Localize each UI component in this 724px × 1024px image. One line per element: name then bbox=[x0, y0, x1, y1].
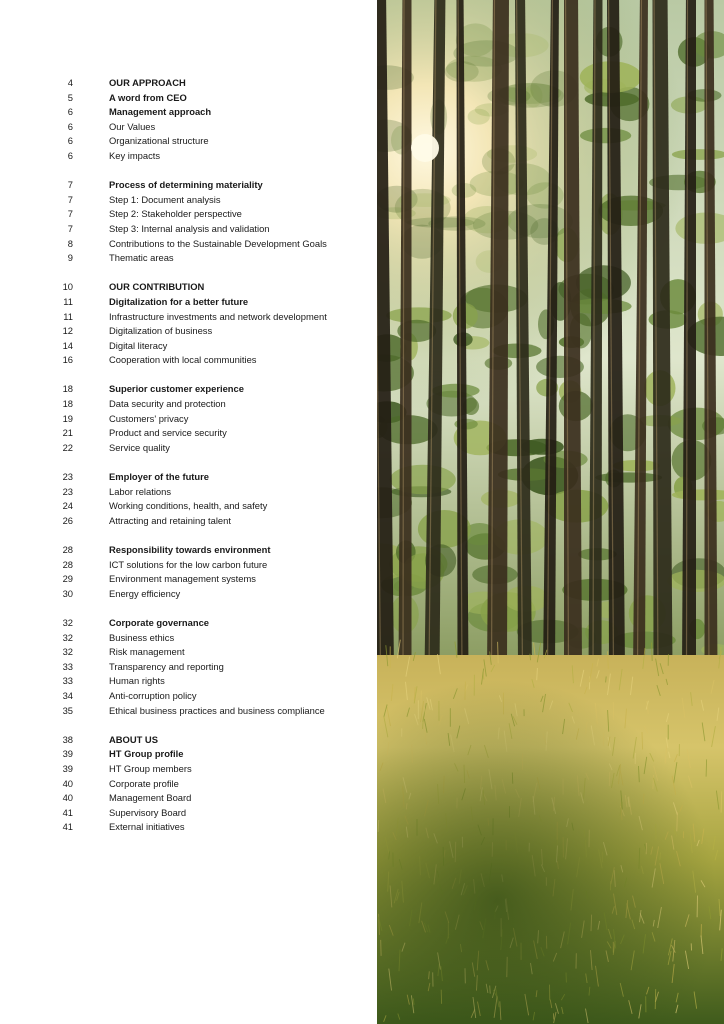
toc-entry[interactable] bbox=[0, 485, 376, 500]
toc-page-number: 23 bbox=[62, 485, 73, 497]
toc-entry[interactable] bbox=[0, 704, 376, 719]
toc-title: Human rights bbox=[109, 675, 165, 687]
toc-entry[interactable] bbox=[0, 572, 376, 587]
toc-entry[interactable] bbox=[0, 689, 376, 704]
toc-page-number: 41 bbox=[62, 806, 73, 818]
toc-entry[interactable] bbox=[0, 806, 376, 821]
toc-section-heading[interactable] bbox=[0, 382, 376, 397]
toc-page-number: 34 bbox=[62, 689, 73, 701]
toc-page-number: 18 bbox=[62, 383, 73, 395]
toc-page-number: 7 bbox=[67, 222, 73, 234]
toc-entry[interactable] bbox=[0, 514, 376, 529]
toc-page-number: 33 bbox=[62, 675, 73, 687]
toc-page-number: 9 bbox=[67, 252, 73, 264]
toc-spacer bbox=[0, 718, 376, 733]
toc-entry[interactable] bbox=[0, 631, 376, 646]
toc-section-heading[interactable] bbox=[0, 747, 376, 762]
toc-title: ICT solutions for the low carbon future bbox=[109, 558, 268, 570]
toc-title: Ethical business practices and business compliance bbox=[109, 704, 325, 716]
toc-spacer bbox=[0, 528, 376, 543]
toc-title: Process of determining materiality bbox=[109, 179, 263, 191]
toc-entry[interactable] bbox=[0, 134, 376, 149]
toc-title: Our Values bbox=[109, 120, 156, 132]
toc-title: Transparency and reporting bbox=[109, 660, 224, 672]
toc-page-number: 32 bbox=[62, 646, 73, 658]
toc-title: Corporate governance bbox=[109, 616, 210, 628]
toc-entry[interactable] bbox=[0, 660, 376, 675]
forest-photo bbox=[377, 0, 724, 1024]
toc-title: Anti-corruption policy bbox=[109, 689, 197, 701]
toc-entry[interactable] bbox=[0, 251, 376, 266]
toc-entry[interactable] bbox=[0, 237, 376, 252]
toc-page-number: 23 bbox=[62, 471, 73, 483]
toc-page-number: 39 bbox=[62, 762, 73, 774]
toc-title: OUR CONTRIBUTION bbox=[109, 281, 205, 293]
toc-section-heading[interactable] bbox=[0, 178, 376, 193]
toc-title: Employer of the future bbox=[109, 471, 210, 483]
toc-entry[interactable] bbox=[0, 441, 376, 456]
toc-page-number: 32 bbox=[62, 631, 73, 643]
toc-section-heading[interactable] bbox=[0, 295, 376, 310]
toc-spacer bbox=[0, 368, 376, 383]
toc-page-number: 40 bbox=[62, 777, 73, 789]
toc-title: Environment management systems bbox=[109, 573, 256, 585]
toc-entry[interactable] bbox=[0, 412, 376, 427]
toc-title: Step 3: Internal analysis and validation bbox=[109, 222, 270, 234]
toc-entry[interactable] bbox=[0, 499, 376, 514]
toc-entry[interactable] bbox=[0, 645, 376, 660]
toc-entry[interactable] bbox=[0, 149, 376, 164]
toc-entry[interactable] bbox=[0, 222, 376, 237]
toc-page-number: 38 bbox=[62, 733, 73, 745]
toc-page-number: 6 bbox=[67, 135, 73, 147]
toc-section-heading[interactable] bbox=[0, 543, 376, 558]
toc-title: Key impacts bbox=[109, 149, 161, 161]
toc-page-number: 11 bbox=[63, 310, 73, 322]
toc-section-heading[interactable] bbox=[0, 91, 376, 106]
toc-title: Business ethics bbox=[109, 631, 175, 643]
toc-title: HT Group profile bbox=[109, 748, 184, 760]
toc-title: Supervisory Board bbox=[109, 806, 187, 818]
toc-page-number: 32 bbox=[62, 616, 73, 628]
toc-page-number: 22 bbox=[62, 441, 73, 453]
toc-page-number: 14 bbox=[62, 339, 73, 351]
toc-page-number: 12 bbox=[62, 325, 73, 337]
toc-page-number: 26 bbox=[62, 514, 73, 526]
toc-entry[interactable] bbox=[0, 674, 376, 689]
toc-entry[interactable] bbox=[0, 339, 376, 354]
toc-page-number: 35 bbox=[62, 704, 73, 716]
toc-page-number: 6 bbox=[67, 149, 73, 161]
toc-page-number: 4 bbox=[67, 77, 73, 88]
toc-spacer bbox=[0, 266, 376, 281]
toc-title: External initiatives bbox=[109, 821, 185, 833]
toc-title: Digitalization of business bbox=[109, 325, 213, 337]
toc-entry[interactable] bbox=[0, 193, 376, 208]
toc-page-number: 24 bbox=[62, 500, 73, 512]
toc-title: Step 1: Document analysis bbox=[109, 193, 221, 205]
toc-title: Customers' privacy bbox=[109, 412, 189, 424]
toc-entry[interactable] bbox=[0, 207, 376, 222]
toc-page-number: 41 bbox=[62, 821, 73, 833]
toc-page-number: 29 bbox=[62, 573, 73, 585]
toc-title: Superior customer experience bbox=[109, 383, 244, 395]
toc-section-heading[interactable] bbox=[0, 280, 376, 295]
toc-entry[interactable] bbox=[0, 777, 376, 792]
toc-page-number: 39 bbox=[62, 748, 73, 760]
toc-entry[interactable] bbox=[0, 762, 376, 777]
toc-title: Corporate profile bbox=[109, 777, 179, 789]
toc-page-number: 6 bbox=[67, 120, 73, 132]
toc-title: Infrastructure investments and network development bbox=[109, 310, 327, 322]
toc-title: Attracting and retaining talent bbox=[109, 514, 231, 526]
toc-entry[interactable] bbox=[0, 353, 376, 368]
toc-section-heading[interactable] bbox=[0, 616, 376, 631]
toc-section-heading[interactable] bbox=[0, 470, 376, 485]
toc-page-number: 7 bbox=[67, 208, 73, 220]
toc-title: Energy efficiency bbox=[109, 587, 181, 599]
toc-page-number: 7 bbox=[67, 179, 73, 191]
toc-spacer bbox=[0, 601, 376, 616]
toc-page-number: 16 bbox=[62, 354, 73, 366]
toc-title: Working conditions, health, and safety bbox=[109, 500, 268, 512]
toc-title: ABOUT US bbox=[109, 733, 158, 745]
toc-page-number: 6 bbox=[67, 106, 73, 118]
toc-title: Cooperation with local communities bbox=[109, 354, 257, 366]
toc-page-number: 8 bbox=[67, 237, 73, 249]
toc-entry[interactable] bbox=[0, 558, 376, 573]
toc-page-number: 33 bbox=[62, 660, 73, 672]
table-of-contents bbox=[0, 76, 376, 835]
toc-title: Data security and protection bbox=[109, 398, 226, 410]
toc-title: Service quality bbox=[109, 441, 170, 453]
toc-page-number: 21 bbox=[62, 427, 73, 439]
toc-title: Risk management bbox=[109, 646, 185, 658]
toc-page-number: 28 bbox=[62, 558, 73, 570]
toc-entry[interactable] bbox=[0, 397, 376, 412]
toc-section-heading[interactable] bbox=[0, 105, 376, 120]
toc-title: HT Group members bbox=[109, 762, 192, 774]
toc-entry[interactable] bbox=[0, 820, 376, 835]
toc-title: Thematic areas bbox=[109, 252, 174, 264]
toc-page-number: 11 bbox=[63, 295, 73, 307]
toc-title: Digital literacy bbox=[109, 339, 168, 351]
toc-page-number: 5 bbox=[67, 91, 73, 103]
toc-title: Digitalization for a better future bbox=[109, 295, 249, 307]
toc-title: Management Board bbox=[109, 792, 192, 804]
toc-title: Labor relations bbox=[109, 485, 172, 497]
toc-entry[interactable] bbox=[0, 791, 376, 806]
forest-image bbox=[377, 0, 724, 1024]
toc-title: Contributions to the Sustainable Development Goals bbox=[109, 237, 327, 249]
toc-title: Product and service security bbox=[109, 427, 227, 439]
toc-title: Management approach bbox=[109, 106, 212, 118]
toc-entry[interactable] bbox=[0, 426, 376, 441]
toc-spacer bbox=[0, 455, 376, 470]
toc-entry[interactable] bbox=[0, 120, 376, 135]
toc-title: OUR APPROACH bbox=[109, 77, 186, 88]
toc-section-heading[interactable] bbox=[0, 76, 376, 91]
toc-page-number: 7 bbox=[67, 193, 73, 205]
toc-spacer bbox=[0, 164, 376, 179]
toc-title: A word from CEO bbox=[109, 91, 187, 103]
toc-entry[interactable] bbox=[0, 587, 376, 602]
toc-title: Organizational structure bbox=[109, 135, 209, 147]
toc-entry[interactable] bbox=[0, 324, 376, 339]
toc-entry[interactable] bbox=[0, 310, 376, 325]
toc-page-number: 10 bbox=[62, 281, 73, 293]
toc-section-heading[interactable] bbox=[0, 733, 376, 748]
toc-page-number: 40 bbox=[62, 792, 73, 804]
toc-page-number: 18 bbox=[62, 398, 73, 410]
toc-title: Responsibility towards environment bbox=[109, 544, 271, 555]
toc-page-number: 19 bbox=[62, 412, 73, 424]
toc-page-number: 30 bbox=[62, 587, 73, 599]
toc-title: Step 2: Stakeholder perspective bbox=[109, 208, 242, 220]
toc-page-number: 28 bbox=[62, 544, 73, 555]
